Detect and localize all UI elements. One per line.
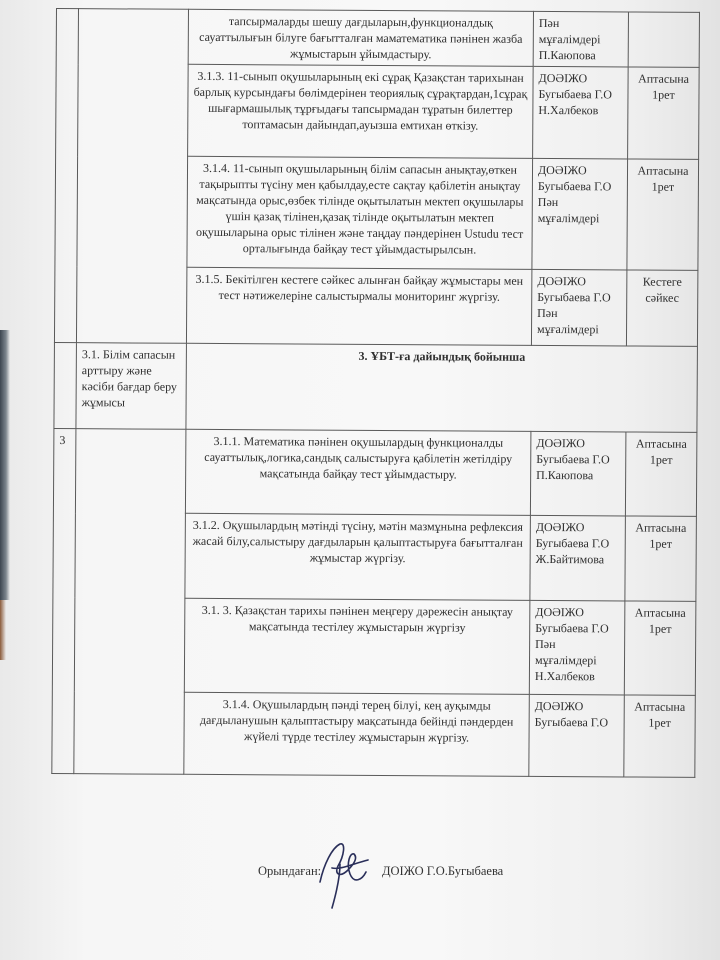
task-cell: 3.1.2. Оқушылардың мәтінді түсіну, мәтін мазмұнына рефлексия жасай білу,салыстыру дағдыларын қалыптастыруға бағытталған жұмыстар жүргізу.: [185, 514, 531, 600]
period-cell: Аптасына 1рет: [624, 600, 696, 695]
photo-edge-shadow: [0, 330, 10, 600]
task-cell: тапсырмаларды шешу дағдыларын,функционалдық сауаттылығын білуге бағытталған маматематика пәнінен жазба жұмыстарын ұйымдастыру.: [188, 9, 533, 66]
task-cell: 3.1.3. 11-сынып оқушыларының екі сұрақ Қазақстан тарихынан барлық курсындағы бөлімдерінен теориялық сұрақтардан,1сұрақ шығармашылық тұрғыдағы тапсырмадан тұратын билеттер топтамасын дайындап,ауызша емтихан өткізу.: [188, 64, 534, 158]
period-cell: Аптасына 1рет: [628, 67, 700, 160]
task-cell: 3.1.1. Математика пәнінен оқушылардың функционалды сауаттылық,логика,сандық салыстыруға қабілетін жетілдіру мақсатында байқау тест ұйымдастыру.: [185, 429, 531, 515]
task-cell: 3.1.4. Оқушылардың пәнді терең білуі, кең ауқымды дағдыланушын қалыптастыру мақсатында бейінді пәндерден жүйелі түрде тестілеу жұмыстарын жүргізу.: [184, 692, 529, 776]
period-cell: Аптасына 1рет: [625, 432, 697, 517]
section-title: 3. ҰБТ-ға дайындық бойынша: [186, 343, 698, 432]
table-row: [53, 429, 697, 517]
period-cell: Аптасына 1рет: [627, 159, 699, 270]
signature-block: [258, 858, 578, 918]
period-cell: Аптасына 1рет: [624, 695, 696, 778]
period-cell: Аптасына 1рет: [625, 516, 697, 601]
row-number-cell: [54, 342, 77, 428]
table-row: [56, 9, 699, 68]
responsible-cell: ДОӘІЖО Бугыбаева Г.О: [529, 694, 625, 777]
row-number-cell: [54, 9, 78, 343]
signature-label: Орындаған:: [258, 864, 322, 878]
area-cell: [76, 9, 188, 344]
row-number-cell: 3: [52, 429, 76, 774]
responsible-cell: ДОӘІЖО Бугыбаева Г.О Ж.Байтимова: [530, 516, 626, 601]
responsible-cell: ДОӘІЖО Бугыбаева Г.О П.Каюпова: [530, 431, 626, 516]
area-cell: [74, 429, 186, 775]
period-cell: [628, 12, 699, 68]
task-cell: 3.1. 3. Қазақстан тарихы пәнінен меңгеру дәрежесін анықтау мақсатында тестілеу жұмыстарын жүргізу: [184, 598, 530, 694]
responsible-cell: ДОӘІЖО Бугыбаева Г.О Н.Халбеков: [533, 67, 629, 160]
task-cell: 3.1.5. Бекітілген кестеге сәйкес алынған байқау жұмыстары мен тест нәтижелеріне салыстырмалы мониторинг жүргізу.: [186, 267, 531, 345]
section-row: [54, 342, 698, 432]
responsible-cell: ДОӘІЖО Бугыбаева Г.О Пән мұғалімдері: [531, 269, 626, 346]
responsible-cell: ДОӘІЖО Бугыбаева Г.О Пән мұғалімдері Н.Халбеков: [529, 600, 625, 695]
work-plan-table: [51, 8, 700, 778]
responsible-cell: Пән мұғалімдері П.Каюпова: [533, 11, 628, 67]
signer-name: ДОІЖО Г.О.Бугыбаева: [382, 864, 504, 878]
period-cell: Кестеге сәйкес: [626, 270, 697, 347]
task-cell: 3.1.4. 11-сынып оқушыларының білім сапасын анықтау,өткен тақырыпты түсіну мен қабылдау,есте сақтау қабілетін анықтау мақсатында орыс,өзбек тілінде оқытылатын мектеп оқушылары үшін қазақ тілінен,қазақ тілінде оқытылатын мектеп оқушыларына орыс тілінен және таңдау пәндерінен Ustudu тест орталығында байқау тест ұйымдастырылсын.: [187, 157, 533, 269]
photo-edge-shadow-lower: [0, 600, 6, 660]
handwritten-signature: [310, 834, 380, 914]
area-cell: 3.1. Білім сапасын арттыру және кәсіби бағдар беру жұмысы: [76, 342, 187, 429]
responsible-cell: ДОӘІЖО Бугыбаева Г.О Пән мұғалімдері: [532, 159, 628, 270]
